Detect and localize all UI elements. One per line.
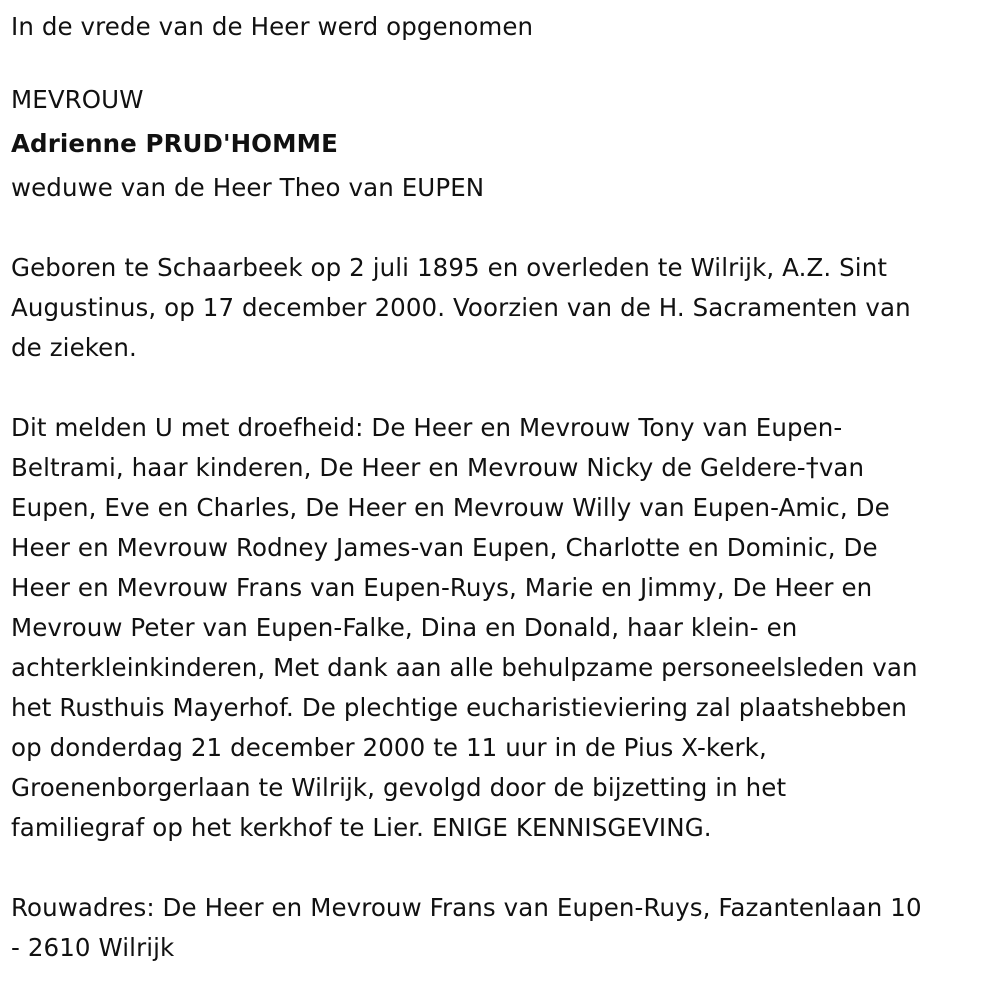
deceased-name: Adrienne PRUD'HOMME [11,129,338,158]
line-text: van [818,453,865,482]
paragraph-line: familiegraf op het kerkhof te Lier. ENIGE KENNISGEVING. [11,813,712,842]
address-paragraph [11,888,986,968]
paragraph-line: Heer en Mevrouw Frans van Eupen-Ruys, Marie en Jimmy, De Heer en [11,573,873,602]
birth-death-paragraph [11,248,986,368]
intro-text: In de vrede van de Heer werd opgenomen [11,12,534,41]
paragraph-line: Rouwadres: De Heer en Mevrouw Frans van Eupen-Ruys, Fazantenlaan 10 [11,893,922,922]
paragraph-line: op donderdag 21 december 2000 te 11 uur in de Pius X-kerk, [11,733,767,762]
title-prefix: MEVROUW [11,85,144,114]
line-text: Beltrami, haar kinderen, De Heer en Mevrouw Nicky de Geldere- [11,453,806,482]
paragraph-line: de zieken. [11,333,137,362]
spacer [11,208,986,248]
paragraph-line: Mevrouw Peter van Eupen-Falke, Dina en Donald, haar klein- en [11,613,798,642]
spacer [11,54,986,80]
paragraph-line: achterkleinkinderen, Met dank aan alle behulpzame personeelsleden van [11,653,918,682]
paragraph-line: Heer en Mevrouw Rodney James-van Eupen, Charlotte en Dominic, De [11,533,878,562]
obituary-document [11,0,986,968]
paragraph-line: Geboren te Schaarbeek op 2 juli 1895 en overleden te Wilrijk, A.Z. Sint [11,253,888,282]
paragraph-line: Groenenborgerlaan te Wilrijk, gevolgd door de bijzetting in het [11,773,787,802]
spacer [11,848,986,888]
paragraph-line: het Rusthuis Mayerhof. De plechtige eucharistieviering zal plaatshebben [11,693,908,722]
paragraph-line: Eupen, Eve en Charles, De Heer en Mevrouw Willy van Eupen-Amic, De [11,493,890,522]
paragraph-line: - 2610 Wilrijk [11,933,175,962]
paragraph-line [11,448,986,488]
cross-icon: † [805,453,819,483]
paragraph-line: Dit melden U met droefheid: De Heer en Mevrouw Tony van Eupen- [11,413,843,442]
paragraph-line: Augustinus, op 17 december 2000. Voorzien van de H. Sacramenten van [11,293,911,322]
spacer [11,368,986,408]
announcement-paragraph [11,408,986,848]
spouse-line: weduwe van de Heer Theo van EUPEN [11,173,485,202]
